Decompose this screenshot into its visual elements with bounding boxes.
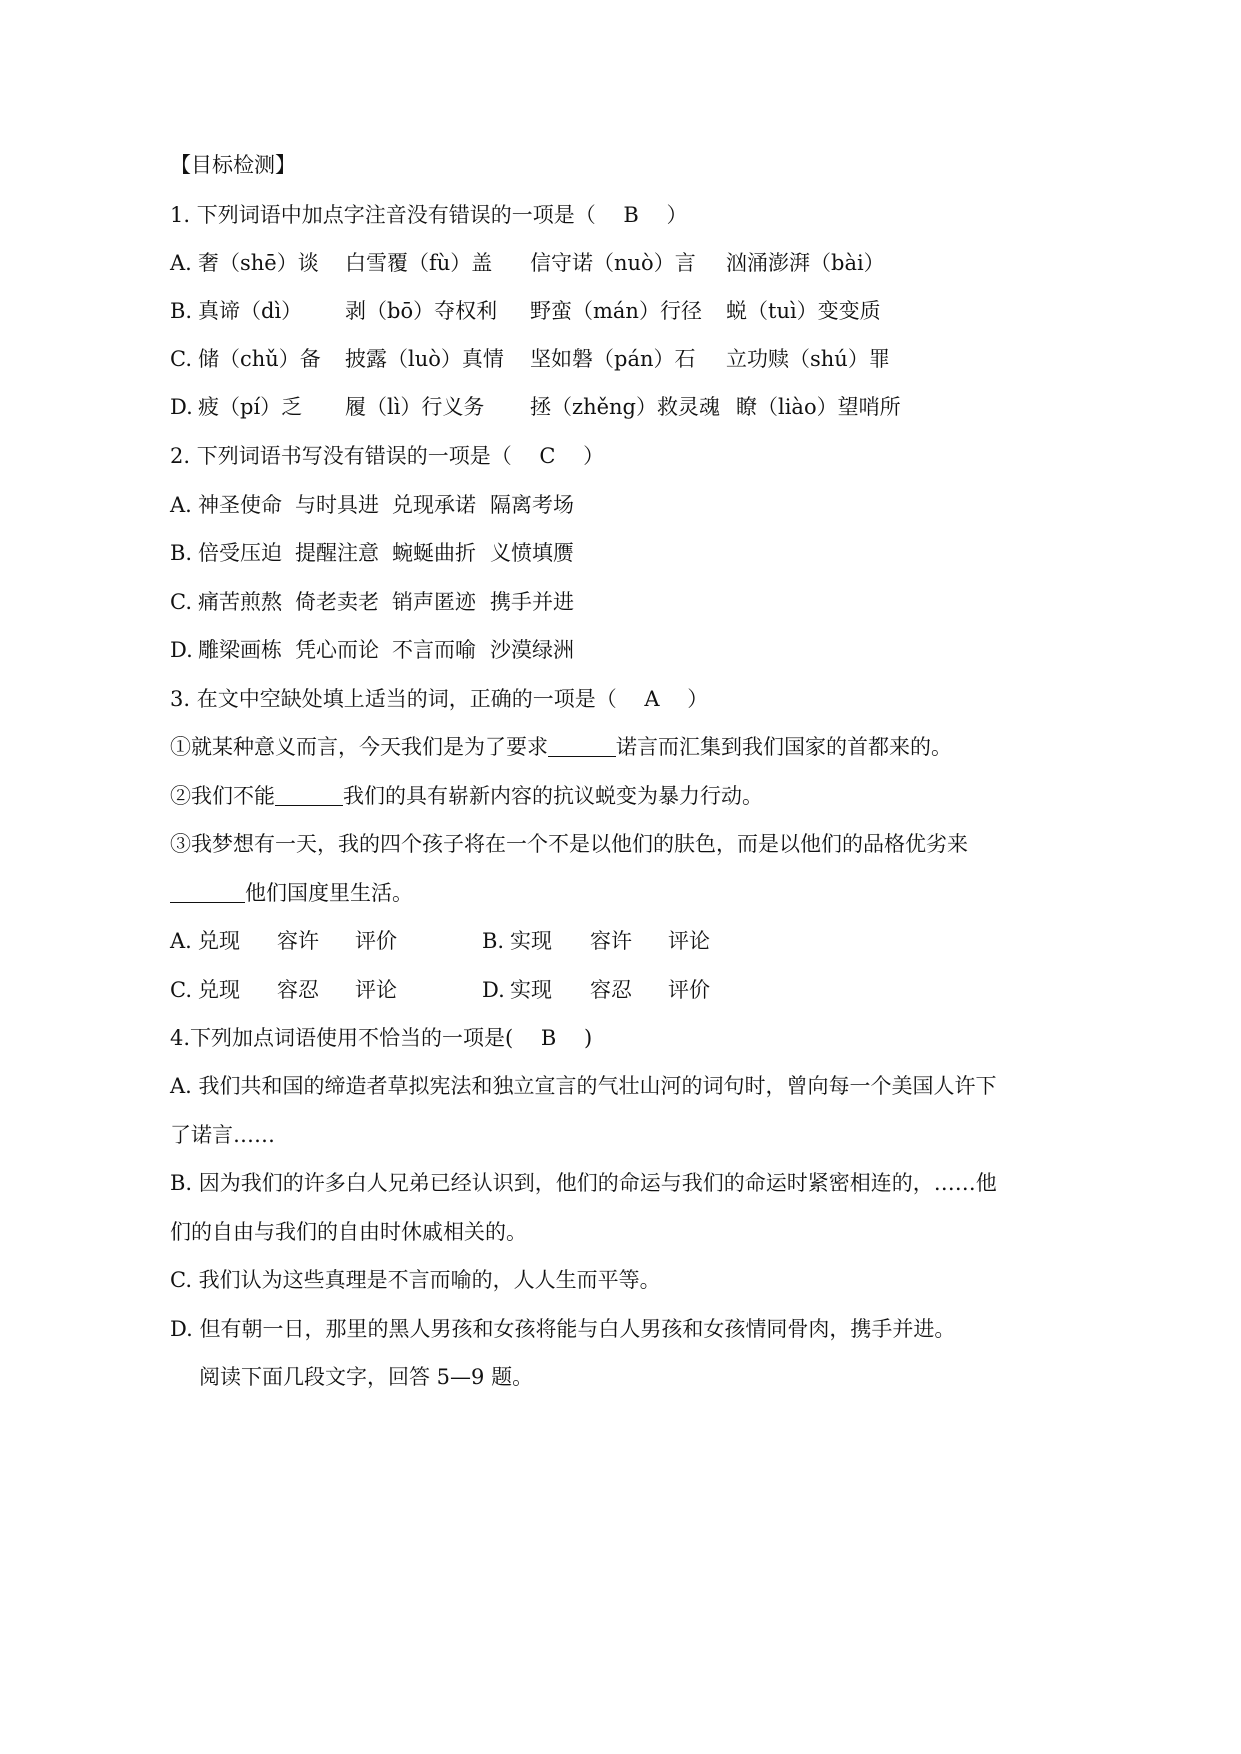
q2-stem: 2. 下列词语书写没有错误的一项是（ C ） [170, 444, 605, 468]
option-item: 倍受压迫 [198, 541, 282, 565]
fill-blank-2[interactable] [275, 785, 343, 806]
option-label[interactable]: B. [482, 929, 505, 953]
q3-sentence-1 [170, 734, 952, 760]
option-item: 痛苦煎熬 [198, 590, 282, 614]
option-item: 实现 [510, 929, 552, 953]
option-item: 剥（bō）夺权利 [345, 299, 498, 323]
option-item: 容许 [277, 929, 319, 953]
option-label[interactable]: A. [170, 929, 192, 953]
option-item: 坚如磐（pán）石 [530, 347, 696, 371]
option-item: 蜿蜒曲折 [392, 541, 476, 565]
option-item: 履（lì）行义务 [345, 395, 485, 419]
q4-option-c[interactable]: C. 我们认为这些真理是不言而喻的，人人生而平等。 [170, 1268, 661, 1292]
option-item: 不言而喻 [392, 638, 476, 662]
option-item: 容忍 [277, 978, 319, 1002]
q4-option-a-cont: 了诺言…… [170, 1123, 275, 1147]
option-label[interactable]: C. [170, 978, 192, 1002]
option-item: 汹涌澎湃（bài） [726, 251, 885, 275]
option-item: 销声匿迹 [392, 590, 476, 614]
q1-stem: 1. 下列词语中加点字注音没有错误的一项是（ B ） [170, 203, 688, 227]
fill-blank-3[interactable] [170, 882, 245, 903]
option-item: 凭心而论 [295, 638, 379, 662]
q4-option-a[interactable]: A. 我们共和国的缔造者草拟宪法和独立宣言的气壮山河的词句时，曾向每一个美国人许下 [170, 1074, 997, 1098]
option-item: 兑现 [198, 929, 240, 953]
option-item: 兑现 [198, 978, 240, 1002]
option-item: 沙漠绿洲 [490, 638, 574, 662]
option-label: D. [170, 638, 193, 662]
reading-intro: 阅读下面几段文字，回答 5—9 题。 [199, 1365, 534, 1389]
option-item: 评论 [668, 929, 710, 953]
option-item: 容许 [590, 929, 632, 953]
q4-option-b[interactable]: B. 因为我们的许多白人兄弟已经认识到，他们的命运与我们的命运时紧密相连的，……他 [170, 1171, 997, 1195]
option-item: 瞭（liào）望哨所 [736, 395, 901, 419]
option-item: 真谛（dì） [198, 299, 303, 323]
option-item: 拯（zhěng）救灵魂 [530, 395, 720, 419]
q3-sentence-3-cont [170, 880, 413, 906]
option-label[interactable]: D. [482, 978, 505, 1002]
section-heading: 【目标检测】 [170, 153, 296, 177]
option-item: 提醒注意 [295, 541, 379, 565]
option-item: 实现 [510, 978, 552, 1002]
option-label: D. [170, 395, 193, 419]
fill-blank-1[interactable] [548, 736, 616, 757]
option-item: 评价 [355, 929, 397, 953]
q4-option-d[interactable]: D. 但有朝一日，那里的黑人男孩和女孩将能与白人男孩和女孩情同骨肉，携手并进。 [170, 1317, 956, 1341]
option-item: 评价 [668, 978, 710, 1002]
q3-sentence-2 [170, 783, 763, 809]
option-item: 携手并进 [490, 590, 574, 614]
q3-sentence-3: ③我梦想有一天，我的四个孩子将在一个不是以他们的肤色，而是以他们的品格优劣来 [170, 832, 968, 856]
option-item: 雕梁画栋 [198, 638, 282, 662]
option-label: C. [170, 347, 192, 371]
option-item: 蜕（tuì）变变质 [726, 299, 881, 323]
option-item: 隔离考场 [490, 493, 574, 517]
option-item: 储（chǔ）备 [198, 347, 321, 371]
option-item: 义愤填赝 [490, 541, 574, 565]
option-item: 立功赎（shú）罪 [726, 347, 890, 371]
option-label: A. [170, 493, 192, 517]
sentence-text: 他们国度里生活。 [245, 881, 413, 905]
option-item: 与时具进 [295, 493, 379, 517]
option-label: B. [170, 299, 193, 323]
q4-stem: 4.下列加点词语使用不恰当的一项是( B ) [170, 1026, 593, 1050]
option-item: 披露（luò）真情 [345, 347, 504, 371]
option-item: 疲（pí）乏 [198, 395, 303, 419]
option-item: 容忍 [590, 978, 632, 1002]
sentence-text: 诺言而汇集到我们国家的首都来的。 [616, 735, 952, 759]
sentence-text: ②我们不能 [170, 784, 275, 808]
option-item: 倚老卖老 [295, 590, 379, 614]
q3-stem: 3. 在文中空缺处填上适当的词，正确的一项是（ A ） [170, 687, 709, 711]
option-item: 奢（shē）谈 [198, 251, 319, 275]
option-item: 兑现承诺 [392, 493, 476, 517]
option-label: C. [170, 590, 192, 614]
q4-option-b-cont: 们的自由与我们的自由时休戚相关的。 [170, 1220, 527, 1244]
option-label: B. [170, 541, 193, 565]
option-item: 白雪覆（fù）盖 [345, 251, 493, 275]
option-item: 神圣使命 [198, 493, 282, 517]
option-item: 信守诺（nuò）言 [530, 251, 696, 275]
option-item: 评论 [355, 978, 397, 1002]
option-item: 野蛮（mán）行径 [530, 299, 702, 323]
option-label: A. [170, 251, 192, 275]
sentence-text: 我们的具有崭新内容的抗议蜕变为暴力行动。 [343, 784, 763, 808]
sentence-text: ①就某种意义而言，今天我们是为了要求 [170, 735, 548, 759]
